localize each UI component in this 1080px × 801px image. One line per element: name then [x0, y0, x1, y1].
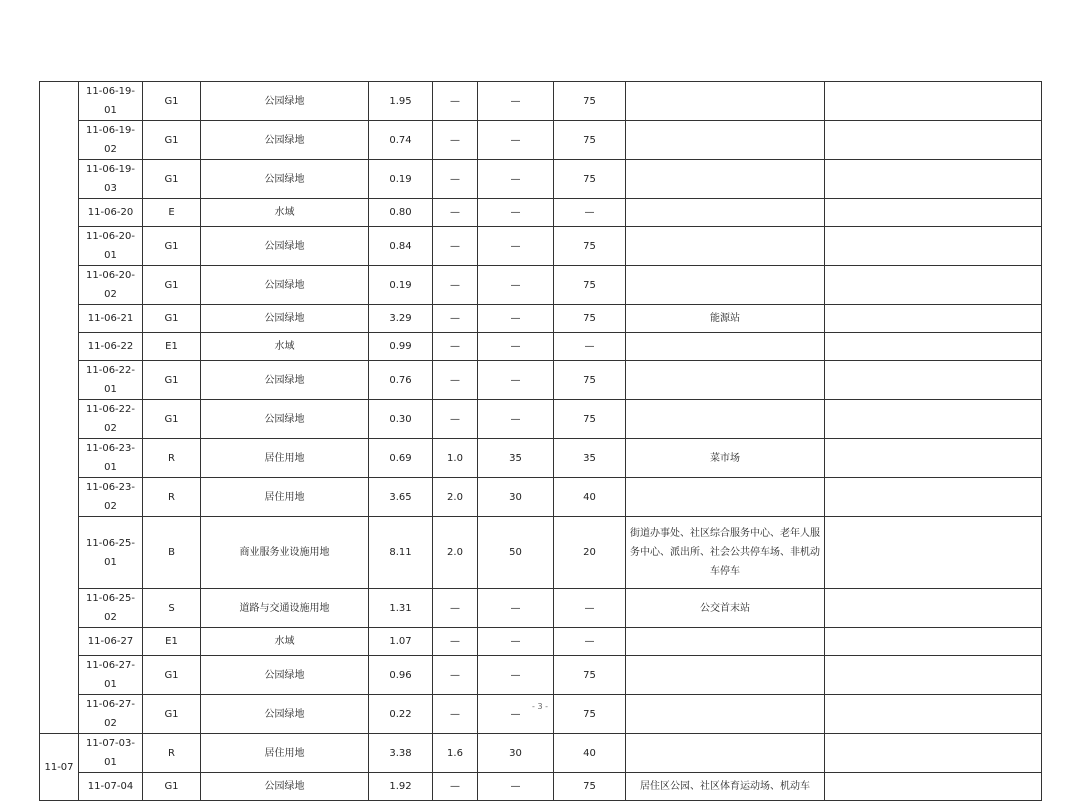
far-cell: —: [433, 628, 478, 656]
area-cell: 0.19: [369, 266, 433, 305]
use-cell: 居住用地: [201, 478, 369, 517]
facilities-cell: 菜市场: [626, 439, 825, 478]
remark-cell: [825, 517, 1042, 589]
far-cell: 1.0: [433, 439, 478, 478]
id-cell: 11-06-23-01: [79, 439, 143, 478]
remark-cell: [825, 773, 1042, 801]
far-cell: —: [433, 160, 478, 199]
use-cell: 商业服务业设施用地: [201, 517, 369, 589]
green-cell: —: [554, 333, 626, 361]
code-cell: G1: [143, 305, 201, 333]
far-cell: —: [433, 773, 478, 801]
code-cell: G1: [143, 695, 201, 734]
facilities-cell: 公交首末站: [626, 589, 825, 628]
area-cell: 0.99: [369, 333, 433, 361]
table-row: [40, 82, 1042, 121]
table-row: [40, 400, 1042, 439]
facilities-cell: [626, 400, 825, 439]
use-cell: 公园绿地: [201, 656, 369, 695]
area-cell: 1.31: [369, 589, 433, 628]
facilities-cell: [626, 628, 825, 656]
code-cell: E: [143, 199, 201, 227]
area-cell: 1.07: [369, 628, 433, 656]
area-cell: 0.69: [369, 439, 433, 478]
remark-cell: [825, 160, 1042, 199]
far-cell: —: [433, 227, 478, 266]
far-cell: —: [433, 333, 478, 361]
remark-cell: [825, 305, 1042, 333]
code-cell: G1: [143, 361, 201, 400]
code-cell: G1: [143, 400, 201, 439]
table-row: [40, 734, 1042, 773]
code-cell: S: [143, 589, 201, 628]
facilities-cell: [626, 121, 825, 160]
code-cell: G1: [143, 160, 201, 199]
remark-cell: [825, 478, 1042, 517]
far-cell: 2.0: [433, 478, 478, 517]
density-cell: —: [478, 773, 554, 801]
green-cell: 35: [554, 439, 626, 478]
code-cell: G1: [143, 773, 201, 801]
table-row: [40, 361, 1042, 400]
table-row: [40, 628, 1042, 656]
use-cell: 公园绿地: [201, 773, 369, 801]
green-cell: 40: [554, 478, 626, 517]
green-cell: 75: [554, 400, 626, 439]
area-cell: 0.84: [369, 227, 433, 266]
facilities-cell: [626, 734, 825, 773]
density-cell: —: [478, 82, 554, 121]
table-row: [40, 773, 1042, 801]
facilities-cell: [626, 478, 825, 517]
code-cell: E1: [143, 628, 201, 656]
remark-cell: [825, 589, 1042, 628]
land-use-table: [39, 81, 1042, 801]
area-cell: 1.95: [369, 82, 433, 121]
area-cell: 8.11: [369, 517, 433, 589]
far-cell: —: [433, 361, 478, 400]
table-row: [40, 305, 1042, 333]
code-cell: B: [143, 517, 201, 589]
code-cell: E1: [143, 333, 201, 361]
table-row: [40, 656, 1042, 695]
green-cell: 75: [554, 656, 626, 695]
facilities-cell: 能源站: [626, 305, 825, 333]
far-cell: —: [433, 400, 478, 439]
use-cell: 水域: [201, 628, 369, 656]
remark-cell: [825, 734, 1042, 773]
remark-cell: [825, 656, 1042, 695]
far-cell: —: [433, 121, 478, 160]
green-cell: —: [554, 628, 626, 656]
use-cell: 公园绿地: [201, 227, 369, 266]
facilities-cell: [626, 695, 825, 734]
facilities-cell: [626, 227, 825, 266]
id-cell: 11-06-19-03: [79, 160, 143, 199]
use-cell: 水域: [201, 333, 369, 361]
use-cell: 道路与交通设施用地: [201, 589, 369, 628]
table-row: [40, 695, 1042, 734]
remark-cell: [825, 266, 1042, 305]
id-cell: 11-06-21: [79, 305, 143, 333]
density-cell: 30: [478, 478, 554, 517]
use-cell: 公园绿地: [201, 695, 369, 734]
use-cell: 公园绿地: [201, 305, 369, 333]
id-cell: 11-06-22: [79, 333, 143, 361]
density-cell: —: [478, 121, 554, 160]
facilities-cell: [626, 361, 825, 400]
area-cell: 3.29: [369, 305, 433, 333]
code-cell: R: [143, 734, 201, 773]
area-cell: 0.80: [369, 199, 433, 227]
block-id-cell: [40, 82, 79, 734]
area-cell: 0.96: [369, 656, 433, 695]
area-cell: 0.76: [369, 361, 433, 400]
table-row: [40, 517, 1042, 589]
id-cell: 11-06-23-02: [79, 478, 143, 517]
use-cell: 公园绿地: [201, 361, 369, 400]
page-number: - 3 -: [532, 702, 548, 711]
id-cell: 11-06-20: [79, 199, 143, 227]
facilities-cell: [626, 266, 825, 305]
density-cell: 35: [478, 439, 554, 478]
code-cell: G1: [143, 656, 201, 695]
remark-cell: [825, 628, 1042, 656]
id-cell: 11-06-27-01: [79, 656, 143, 695]
id-cell: 11-06-25-02: [79, 589, 143, 628]
far-cell: —: [433, 305, 478, 333]
table-row: [40, 478, 1042, 517]
id-cell: 11-06-27: [79, 628, 143, 656]
block-id-cell: 11-07: [40, 734, 79, 801]
use-cell: 公园绿地: [201, 121, 369, 160]
id-cell: 11-06-25-01: [79, 517, 143, 589]
green-cell: —: [554, 589, 626, 628]
use-cell: 公园绿地: [201, 400, 369, 439]
density-cell: —: [478, 160, 554, 199]
remark-cell: [825, 199, 1042, 227]
green-cell: 75: [554, 82, 626, 121]
id-cell: 11-06-22-02: [79, 400, 143, 439]
table-row: [40, 439, 1042, 478]
far-cell: —: [433, 656, 478, 695]
remark-cell: [825, 227, 1042, 266]
far-cell: 1.6: [433, 734, 478, 773]
green-cell: 75: [554, 773, 626, 801]
facilities-cell: [626, 160, 825, 199]
table-body: [40, 82, 1042, 801]
density-cell: —: [478, 199, 554, 227]
green-cell: 75: [554, 121, 626, 160]
id-cell: 11-06-22-01: [79, 361, 143, 400]
far-cell: —: [433, 82, 478, 121]
id-cell: 11-07-04: [79, 773, 143, 801]
table-row: [40, 266, 1042, 305]
density-cell: 50: [478, 517, 554, 589]
green-cell: 75: [554, 695, 626, 734]
remark-cell: [825, 400, 1042, 439]
id-cell: 11-06-20-01: [79, 227, 143, 266]
green-cell: 40: [554, 734, 626, 773]
use-cell: 水域: [201, 199, 369, 227]
facilities-cell: 街道办事处、社区综合服务中心、老年人服务中心、派出所、社会公共停车场、非机动车停车: [626, 517, 825, 589]
id-cell: 11-06-19-01: [79, 82, 143, 121]
remark-cell: [825, 82, 1042, 121]
table-row: [40, 121, 1042, 160]
far-cell: —: [433, 266, 478, 305]
code-cell: G1: [143, 227, 201, 266]
density-cell: —: [478, 656, 554, 695]
density-cell: —: [478, 361, 554, 400]
id-cell: 11-06-27-02: [79, 695, 143, 734]
green-cell: 75: [554, 227, 626, 266]
area-cell: 0.22: [369, 695, 433, 734]
density-cell: 30: [478, 734, 554, 773]
density-cell: —: [478, 400, 554, 439]
table-row: [40, 589, 1042, 628]
facilities-cell: [626, 199, 825, 227]
code-cell: G1: [143, 82, 201, 121]
remark-cell: [825, 333, 1042, 361]
remark-cell: [825, 439, 1042, 478]
far-cell: 2.0: [433, 517, 478, 589]
density-cell: —: [478, 266, 554, 305]
green-cell: 75: [554, 361, 626, 400]
green-cell: 75: [554, 266, 626, 305]
facilities-cell: 居住区公园、社区体育运动场、机动车: [626, 773, 825, 801]
code-cell: R: [143, 439, 201, 478]
table-row: [40, 199, 1042, 227]
green-cell: 20: [554, 517, 626, 589]
far-cell: —: [433, 199, 478, 227]
green-cell: 75: [554, 160, 626, 199]
table-row: [40, 333, 1042, 361]
remark-cell: [825, 361, 1042, 400]
area-cell: 1.92: [369, 773, 433, 801]
green-cell: 75: [554, 305, 626, 333]
density-cell: —: [478, 227, 554, 266]
remark-cell: [825, 121, 1042, 160]
density-cell: —: [478, 695, 554, 734]
use-cell: 居住用地: [201, 734, 369, 773]
density-cell: —: [478, 589, 554, 628]
code-cell: G1: [143, 266, 201, 305]
density-cell: —: [478, 305, 554, 333]
density-cell: —: [478, 628, 554, 656]
table-row: [40, 160, 1042, 199]
green-cell: —: [554, 199, 626, 227]
area-cell: 0.74: [369, 121, 433, 160]
area-cell: 3.38: [369, 734, 433, 773]
id-cell: 11-07-03-01: [79, 734, 143, 773]
id-cell: 11-06-19-02: [79, 121, 143, 160]
density-cell: —: [478, 333, 554, 361]
id-cell: 11-06-20-02: [79, 266, 143, 305]
table-row: [40, 227, 1042, 266]
use-cell: 公园绿地: [201, 160, 369, 199]
area-cell: 0.19: [369, 160, 433, 199]
use-cell: 居住用地: [201, 439, 369, 478]
area-cell: 0.30: [369, 400, 433, 439]
area-cell: 3.65: [369, 478, 433, 517]
facilities-cell: [626, 333, 825, 361]
code-cell: R: [143, 478, 201, 517]
facilities-cell: [626, 82, 825, 121]
far-cell: —: [433, 695, 478, 734]
use-cell: 公园绿地: [201, 266, 369, 305]
use-cell: 公园绿地: [201, 82, 369, 121]
facilities-cell: [626, 656, 825, 695]
remark-cell: [825, 695, 1042, 734]
far-cell: —: [433, 589, 478, 628]
code-cell: G1: [143, 121, 201, 160]
